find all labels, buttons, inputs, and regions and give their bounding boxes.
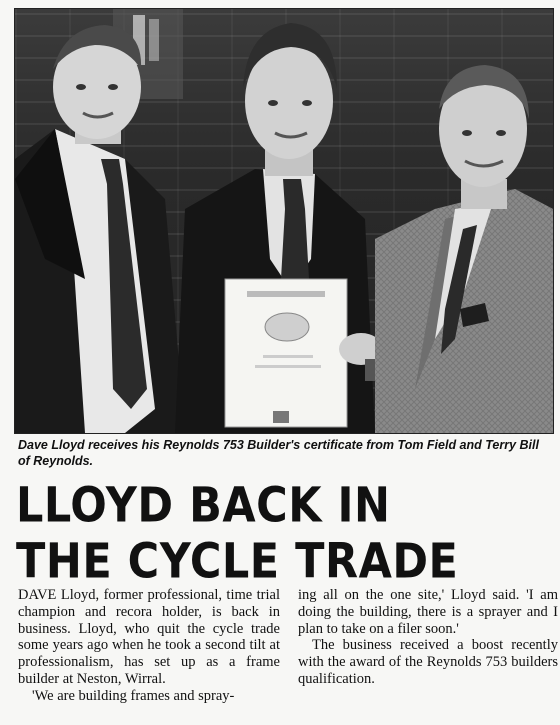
headline-line-1: LLOYD BACK IN [16, 478, 391, 534]
photo-caption: Dave Lloyd receives his Reynolds 753 Builder's certificate from Tom Field and Terry Bill of Reynolds. [18, 438, 539, 468]
headline [16, 478, 546, 590]
photo [14, 8, 554, 434]
article-paragraph-4: The business received a boost recently with the award of the Reynolds 753 builders qualification. [298, 637, 558, 687]
headline-line-2: THE CYCLE TRADE [16, 534, 459, 590]
photo-illustration [15, 9, 553, 433]
article-paragraph-1: DAVE Lloyd, former professional, time trial champion and recora holder, is back in business. Lloyd, who quit the cycle trade some years ago when he took a second tilt at professionalism, has set up as a frame builder at Neston, Wirral. [18, 587, 280, 687]
article-column-left [18, 587, 280, 705]
article-paragraph-3: ing all on the one site,' Lloyd said. 'I am doing the building, there is a sprayer and I plan to take on a filer soon.' [298, 587, 558, 637]
article-paragraph-2: 'We are building frames and spray- [32, 687, 235, 704]
article-column-right [298, 587, 558, 688]
